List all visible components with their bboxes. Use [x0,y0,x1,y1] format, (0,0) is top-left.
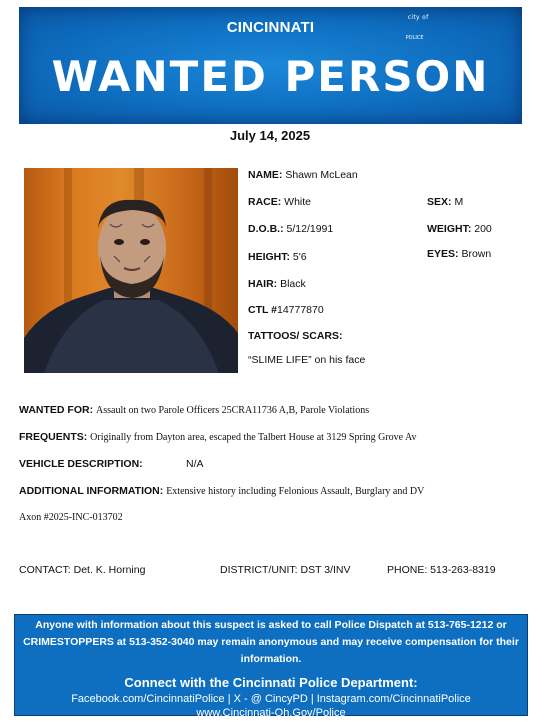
ctl-value: 14777870 [276,304,324,316]
weight-field [427,223,492,235]
name-value: Shawn McLean [285,169,358,181]
weight-label: WEIGHT: [427,223,472,235]
website-link[interactable]: www.Cincinnati-Oh.Gov/Police [196,707,346,719]
page-title: WANTED PERSON [51,52,490,101]
height-label: HEIGHT: [248,251,290,263]
eyes-value: Brown [461,248,492,260]
additional-row [19,485,424,497]
race-field [248,196,311,208]
contact-detective: CONTACT: Det. K. Horning [19,564,146,576]
frequents-row [19,431,417,443]
sex-field [427,196,463,208]
ctl-field [248,304,324,316]
tattoos-value: “SLIME LIFE” on his face [248,354,366,366]
name-field [248,169,358,181]
tattoos-label: TATTOOS/ SCARS: [248,330,343,342]
dob-label: D.O.B.: [248,223,284,235]
dob-value: 5/12/1991 [286,223,334,235]
name-label: NAME: [248,169,283,181]
dob-field [248,223,333,235]
logo-police: POLICE [405,35,424,41]
vehicle-label: VEHICLE DESCRIPTION: [19,458,143,470]
axon-number: Axon #2025-INC-013702 [19,512,123,523]
race-label: RACE: [248,196,282,208]
connect-heading: Connect with the Cincinnati Police Department: [124,675,418,690]
suspect-photo [24,168,238,373]
suspect-figure [24,168,238,373]
weight-value: 200 [474,223,492,235]
additional-label: ADDITIONAL INFORMATION: [19,485,164,497]
sex-label: SEX: [427,196,452,208]
wanted-for-value: Assault on two Parole Officers 25CRA11736 A,B, Parole Violations [96,405,370,416]
frequents-label: FREQUENTS: [19,431,88,443]
ctl-label: CTL # [248,304,277,316]
frequents-value: Originally from Dayton area, escaped the Talbert House at 3129 Spring Grove Av [90,432,417,443]
race-value: White [284,196,312,208]
city-logo [19,15,522,41]
tip-instructions: Anyone with information about this suspect is asked to call Police Dispatch at 513-765-1212 or CRIMESTOPPERS at 513-352-3040 may remain anonymous and may receive compensation for their information. [23,619,519,665]
social-links[interactable]: Facebook.com/CincinnatiPolice | X - @ CincyPD | Instagram.com/CincinnatiPolice [71,693,471,705]
contact-phone: PHONE: 513-263-8319 [387,564,496,576]
height-value: 5'6 [292,251,307,263]
wanted-for-label: WANTED FOR: [19,404,94,416]
district-unit: DISTRICT/UNIT: DST 3/INV [220,564,351,576]
eyes-field [427,248,491,260]
hair-field [248,278,306,290]
footer-notice [14,614,528,719]
logo-city-of: city of [407,14,429,21]
height-field [248,251,307,263]
bulletin-date: July 14, 2025 [229,128,311,143]
eyes-label: EYES: [427,248,459,260]
additional-value: Extensive history including Felonious Assault, Burglary and DV [166,486,425,497]
hair-label: HAIR: [248,278,278,290]
hair-value: Black [280,278,306,290]
sex-value: M [454,196,464,208]
header-banner [19,7,522,124]
logo-city-name: CINCINNATI [226,19,315,36]
wanted-for-row [19,404,369,416]
vehicle-value: N/A [186,458,204,470]
